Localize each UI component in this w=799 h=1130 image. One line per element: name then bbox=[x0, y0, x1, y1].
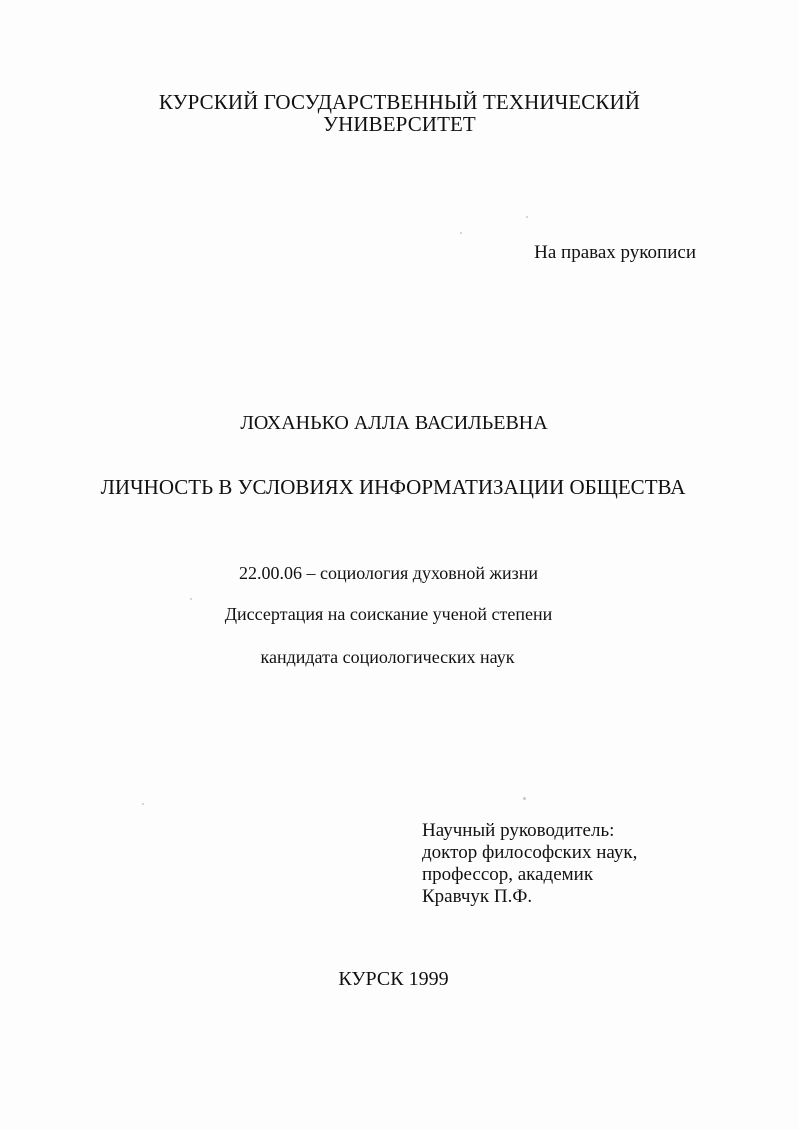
scan-speck bbox=[526, 216, 528, 218]
university-name-line1: КУРСКИЙ ГОСУДАРСТВЕННЫЙ ТЕХНИЧЕСКИЙ bbox=[158, 90, 641, 114]
degree-line2: кандидата социологических наук bbox=[260, 647, 515, 667]
university-name-line2: УНИВЕРСИТЕТ bbox=[323, 112, 476, 136]
dissertation-title: ЛИЧНОСТЬ В УСЛОВИЯХ ИНФОРМАТИЗАЦИИ ОБЩЕСТВА bbox=[100, 475, 686, 499]
specialty-code: 22.00.06 – социология духовной жизни bbox=[239, 563, 538, 583]
rights-note: На правах рукописи bbox=[534, 242, 696, 263]
place-and-year: КУРСК 1999 bbox=[338, 968, 449, 990]
scan-speck bbox=[523, 797, 526, 800]
scan-speck bbox=[190, 598, 192, 600]
advisor-degree: доктор философских наук, bbox=[422, 842, 638, 863]
advisor-block bbox=[422, 820, 637, 908]
advisor-title: профессор, академик bbox=[422, 864, 594, 885]
author-name: ЛОХАНЬКО АЛЛА ВАСИЛЬЕВНА bbox=[240, 412, 548, 434]
advisor-name: Кравчук П.Ф. bbox=[422, 886, 533, 907]
advisor-label: Научный руководитель: bbox=[422, 820, 615, 841]
scan-speck bbox=[460, 232, 462, 234]
degree-line1: Диссертация на соискание ученой степени bbox=[224, 604, 553, 624]
scan-speck bbox=[142, 803, 144, 805]
